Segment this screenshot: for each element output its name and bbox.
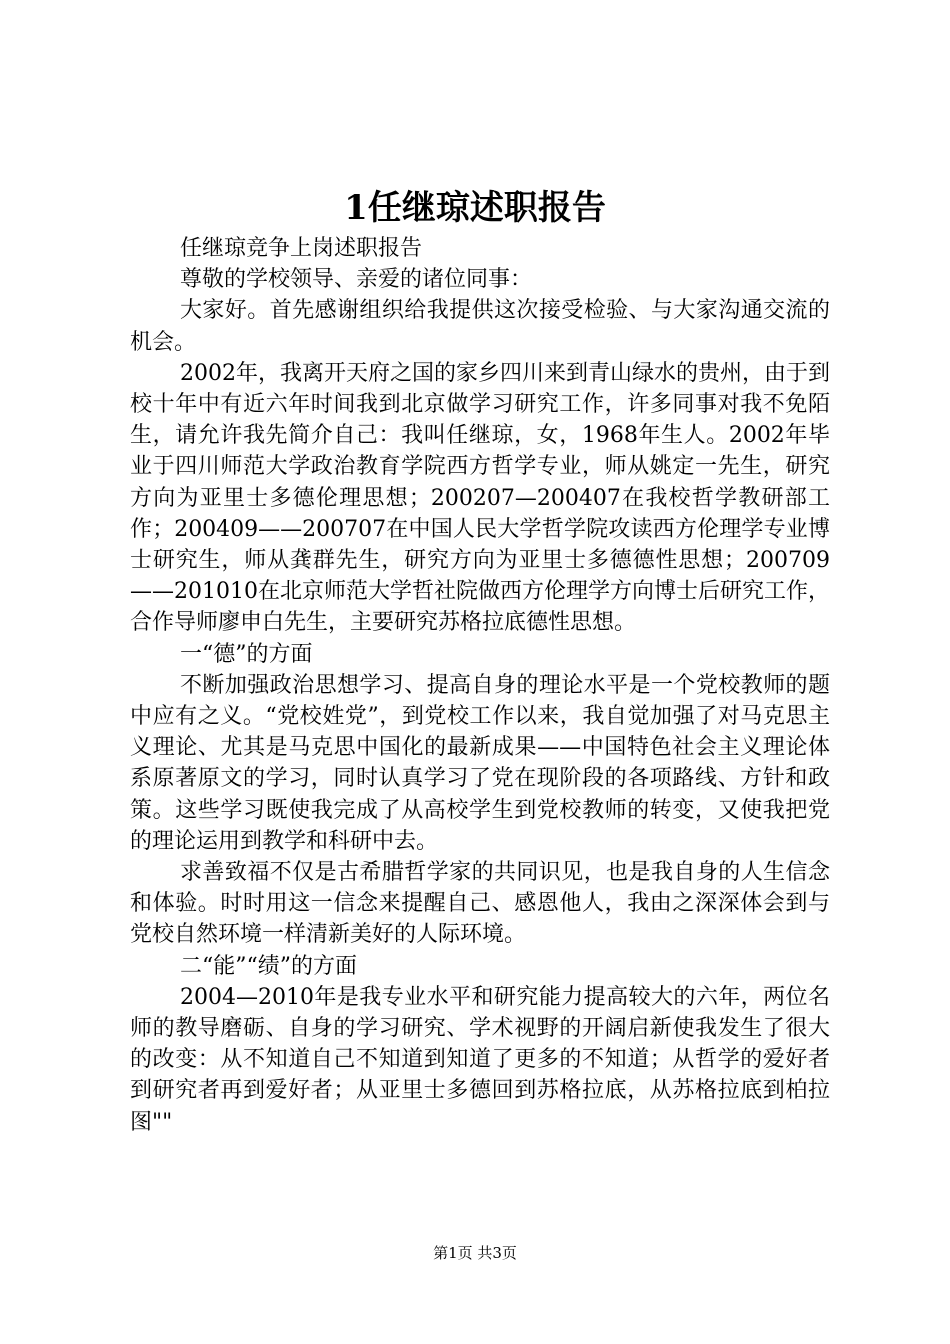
paragraph-research-years: 2004—2010年是我专业水平和研究能力提高较大的六年，两位名师的教导磨砺、自身的学习研究、学术视野的开阔启新使我发生了很大的改变：从不知道自己不知道到知道了更多的不知道；从哲学的爱好者到研究者再到爱好者；从亚里士多德回到苏格拉底，从苏格拉底到柏拉图"" [130,984,830,1135]
document-title: 1任继琼述职报告 [344,188,606,228]
section-heading-virtue: 一“德”的方面 [180,641,313,667]
paragraph-political-study: 不断加强政治思想学习、提高自身的理论水平是一个党校教师的题中应有之义。“党校姓党”，到党校工作以来，我自觉加强了对马克思主义理论、尤其是马克思中国化的最新成果——中国特色社会主义理论体系原著原文的学习，同时认真学习了党在现阶段的各项路线、方针和政策。这些学习既使我完成了从高校学生到党校教师的转变，又使我把党的理论运用到教学和科研中去。 [130,672,830,854]
page-number-footer: 第1页 共3页 [433,1244,517,1262]
section-heading-ability: 二“能”“绩”的方面 [180,953,357,979]
paragraph-greeting: 大家好。首先感谢组织给我提供这次接受检验、与大家沟通交流的机会。 [130,298,830,355]
document-body [130,233,830,1138]
paragraph-heading: 任继琼竞争上岗述职报告 [180,236,423,261]
paragraph-self-introduction: 2002年，我离开天府之国的家乡四川来到青山绿水的贵州，由于到校十年中有近六年时间我到北京做学习研究工作，许多同事对我不免陌生，请允许我先简介自己：我叫任继琼，女，1968年生人。2002年毕业于四川师范大学政治教育学院西方哲学专业，师从姚定一先生，研究方向为亚里士多德伦理思想；200207—200407在我校哲学教研部工作；200409——200707在中国人民大学哲学院攻读西方伦理学专业博士研究生，师从龚群先生，研究方向为亚里士多德德性思想；200709——201010在北京师范大学哲社院做西方伦理学方向博士后研究工作，合作导师廖申白先生，主要研究苏格拉底德性思想。 [130,360,830,636]
paragraph-salutation: 尊敬的学校领导、亲爱的诸位同事： [180,267,533,293]
paragraph-belief: 求善致福不仅是古希腊哲学家的共同识见，也是我自身的人生信念和体验。时时用这一信念来提醒自己、感恩他人，我由之深深体会到与党校自然环境一样清新美好的人际环境。 [130,860,830,948]
